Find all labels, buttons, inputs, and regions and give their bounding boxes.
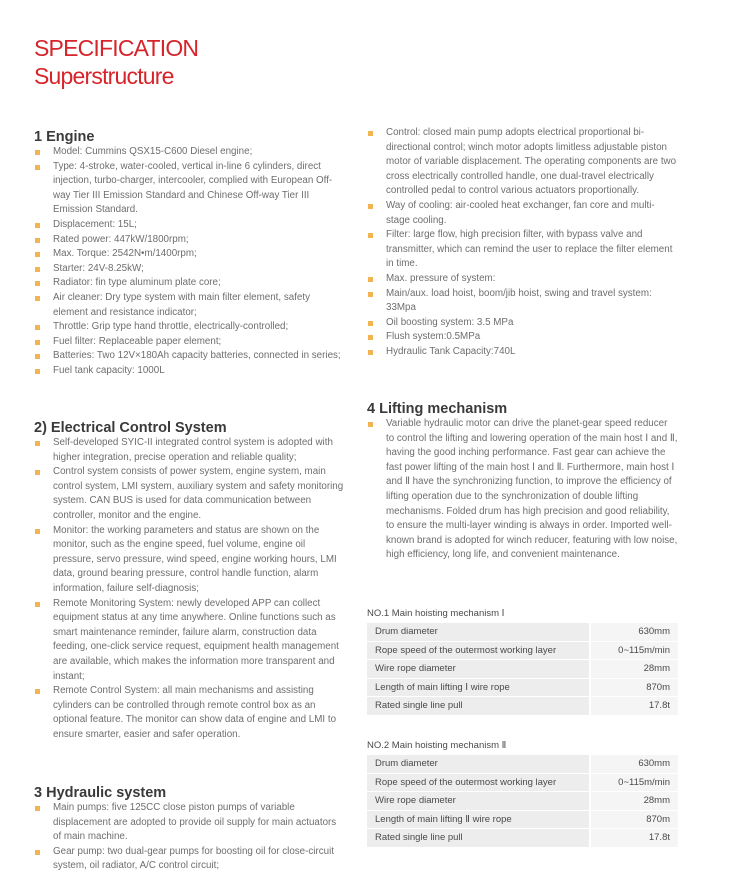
list-item: Monitor: the working parameters and status are shown on the monitor, such as the engine speed, fuel volume, engine oil pressure, servo pressure, wind speed, engine working hours, LMI data, ground bearing pressure, control handle function, alarm information, failure self-diagnosis;: [34, 524, 346, 597]
table-2-caption: NO.2 Main hoisting mechanism Ⅱ: [367, 740, 507, 751]
engine-heading: 1 Engine: [34, 129, 95, 145]
row-value: 870m: [589, 811, 678, 829]
hydraulic-continued-list: [367, 126, 678, 360]
list-item: Oil boosting system: 3.5 MPa: [367, 316, 678, 331]
table-row: [367, 679, 678, 697]
row-value: 28mm: [589, 660, 678, 678]
lifting-description: Variable hydraulic motor can drive the planet-gear speed reducer to control the lifting and lowering operation of the main host Ⅰ and Ⅱ, having the good inching performance. Fast gear can achieve the fast power lifting of the main host Ⅰ and Ⅱ. Furthermore, main host Ⅰ and Ⅱ have the synchronizing function, to improve the efficiency of lifting operation due to the synchronization of double lifting mechanisms. Folded drum has high precision and good reliability, to ensure the multi-layer winding is always in order. Imported well-known brand is adopted for winch reducer, featuring with low noise, high efficiency, long life, and convenient maintenance.: [367, 417, 678, 563]
list-item: Displacement: 15L;: [34, 218, 346, 233]
list-item: Gear pump: two dual-gear pumps for boosting oil for close-circuit system, oil radiator, A/C control circuit;: [34, 845, 346, 874]
list-item: Radiator: fin type aluminum plate core;: [34, 276, 346, 291]
row-label: Length of main lifting Ⅰ wire rope: [367, 679, 589, 697]
electrical-heading: 2) Electrical Control System: [34, 420, 227, 436]
hydraulic-list: [34, 801, 346, 874]
list-item: Flush system:0.5MPa: [367, 330, 678, 345]
row-value: 870m: [589, 679, 678, 697]
lifting-list: [367, 417, 678, 563]
table-row: [367, 811, 678, 829]
row-value: 0~115m/min: [589, 774, 678, 792]
title-specification: SPECIFICATION: [34, 35, 199, 61]
main-hoisting-1-table: [367, 622, 678, 716]
row-label: Rated single line pull: [367, 697, 589, 715]
list-item: Type: 4-stroke, water-cooled, vertical in-line 6 cylinders, direct injection, turbo-charger, intercooler, complied with European Off-way Tier III Emission Standard and Chinese Off-way Tier III Emission Standard.: [34, 160, 346, 218]
row-value: 17.8t: [589, 829, 678, 847]
list-item: Starter: 24V-8.25kW;: [34, 262, 346, 277]
list-item: Fuel tank capacity: 1000L: [34, 364, 346, 379]
row-value: 630mm: [589, 623, 678, 641]
main-hoisting-2-table: [367, 754, 678, 848]
table-row: [367, 755, 678, 773]
title-superstructure: Superstructure: [34, 63, 174, 89]
list-item: Hydraulic Tank Capacity:740L: [367, 345, 678, 360]
list-item: Air cleaner: Dry type system with main filter element, safety element and resistance indicator;: [34, 291, 346, 320]
row-value: 28mm: [589, 792, 678, 810]
list-item: Remote Control System: all main mechanisms and assisting cylinders can be controlled through remote control box as an optional feature. The monitor can show data of engine and LMI to ensure smarter, easier and safer operation.: [34, 684, 346, 742]
row-label: Wire rope diameter: [367, 660, 589, 678]
table-row: [367, 792, 678, 810]
row-value: 0~115m/min: [589, 642, 678, 660]
list-item: Way of cooling: air-cooled heat exchanger, fan core and multi-stage cooling.: [367, 199, 678, 228]
row-value: 630mm: [589, 755, 678, 773]
row-label: Rope speed of the outermost working layer: [367, 774, 589, 792]
list-item: Model: Cummins QSX15-C600 Diesel engine;: [34, 145, 346, 160]
list-item: Main pumps: five 125CC close piston pumps of variable displacement are adopted to provide oil supply for main actuators of main machine.: [34, 801, 346, 845]
list-item: Control system consists of power system, engine system, main control system, LMI system, auxiliary system and safety monitoring system. CAN BUS is used for data communication between controller, monitor and the engine.: [34, 465, 346, 523]
row-value: 17.8t: [589, 697, 678, 715]
list-item: Fuel filter: Replaceable paper element;: [34, 335, 346, 350]
table-row: [367, 642, 678, 660]
table-1-caption: NO.1 Main hoisting mechanism Ⅰ: [367, 608, 505, 619]
row-label: Rated single line pull: [367, 829, 589, 847]
list-item: Main/aux. load hoist, boom/jib hoist, swing and travel system: 33Mpa: [367, 287, 678, 316]
list-item: Remote Monitoring System: newly developed APP can collect equipment status at any time anywhere. Online functions such as smart maintenance reminder, failure alarm, construction data feeding, one-click service request, equipment health management are available, which makes the information more transparent and instant;: [34, 597, 346, 685]
lifting-heading: 4 Lifting mechanism: [367, 401, 508, 417]
list-item: Filter: large flow, high precision filter, with bypass valve and transmitter, which can remind the user to replace the filter element in time.: [367, 228, 678, 272]
row-label: Length of main lifting Ⅱ wire rope: [367, 811, 589, 829]
table-row: [367, 774, 678, 792]
page-title: [34, 34, 198, 90]
table-row: [367, 660, 678, 678]
table-row: [367, 829, 678, 847]
table-row: [367, 697, 678, 715]
list-item: Batteries: Two 12V×180Ah capacity batteries, connected in series;: [34, 349, 346, 364]
row-label: Wire rope diameter: [367, 792, 589, 810]
list-item: Rated power: 447kW/1800rpm;: [34, 233, 346, 248]
list-item: Self-developed SYIC-II integrated control system is adopted with higher integration, precise operation and reliable quality;: [34, 436, 346, 465]
row-label: Rope speed of the outermost working layer: [367, 642, 589, 660]
engine-list: [34, 145, 346, 379]
row-label: Drum diameter: [367, 755, 589, 773]
list-item: Throttle: Grip type hand throttle, electrically-controlled;: [34, 320, 346, 335]
row-label: Drum diameter: [367, 623, 589, 641]
list-item: Max. Torque: 2542N•m/1400rpm;: [34, 247, 346, 262]
hydraulic-heading: 3 Hydraulic system: [34, 785, 167, 801]
electrical-list: [34, 436, 346, 742]
table-row: [367, 623, 678, 641]
list-item: Max. pressure of system:: [367, 272, 678, 287]
list-item: Control: closed main pump adopts electrical proportional bi-directional control; winch motor adopts limitless adjustable piston motor of variable displacement. The operating components are two cross electrically controlled handle, one dual-travel electrically controlled pedal to control various actuators proportionally.: [367, 126, 678, 199]
